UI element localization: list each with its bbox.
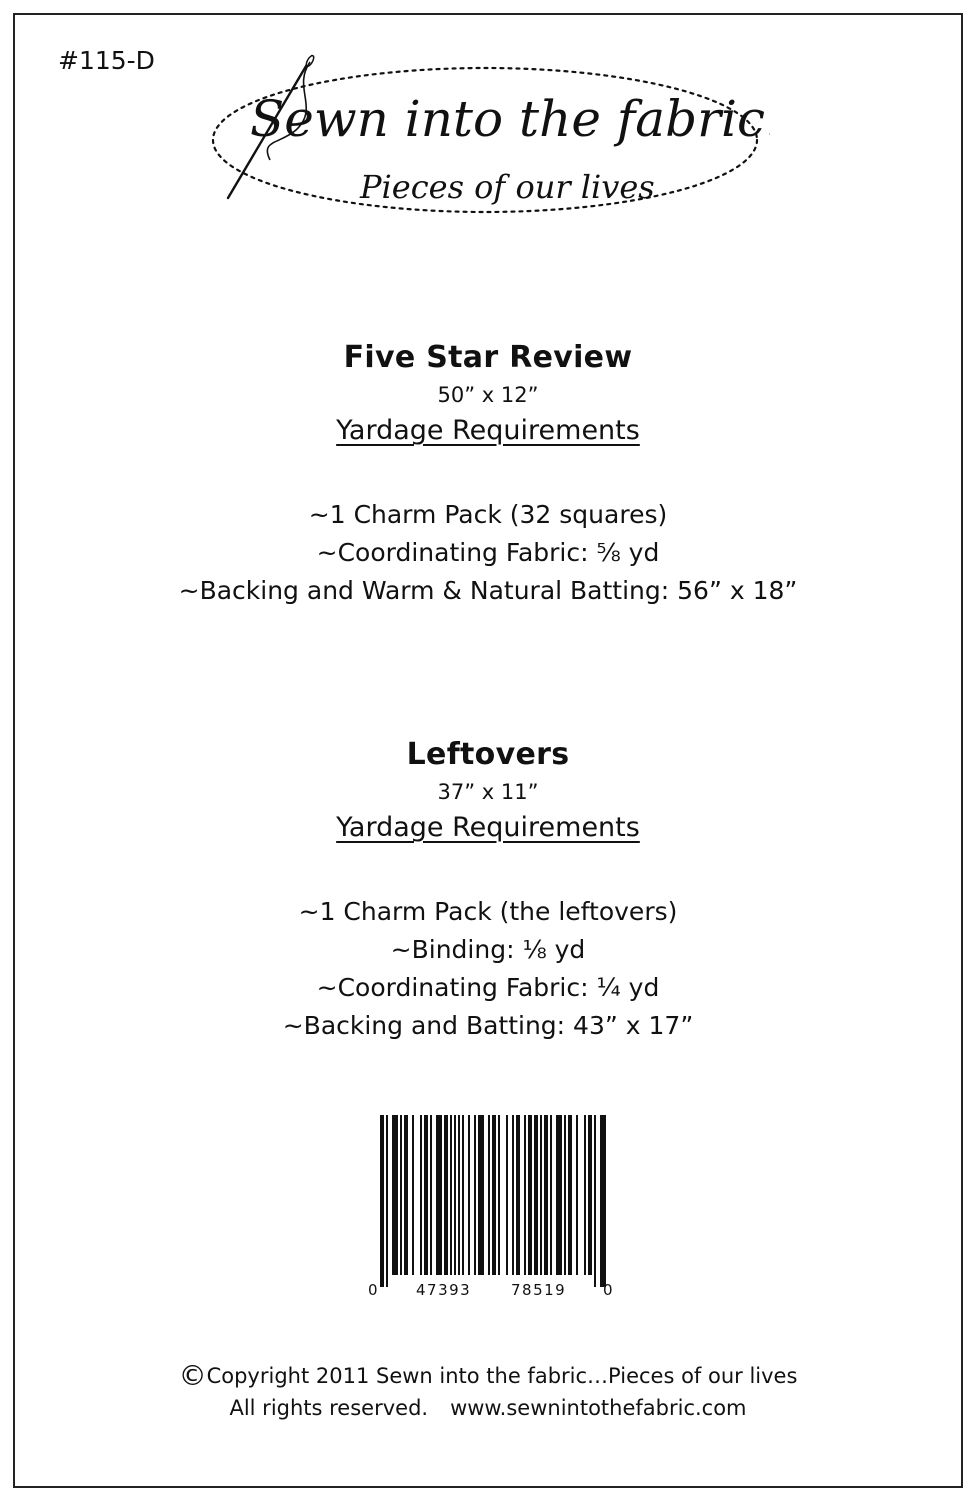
barcode-bar (524, 1115, 526, 1275)
copyright-line (0, 1360, 976, 1392)
barcode-bar (400, 1115, 402, 1275)
barcode-bar (488, 1115, 490, 1275)
pattern-leftovers (0, 737, 976, 1045)
brand-logo (200, 48, 770, 228)
pattern-size: 50” x 12” (437, 383, 539, 407)
requirement-item: ~1 Charm Pack (the leftovers) (298, 897, 678, 926)
barcode-bar (478, 1115, 484, 1275)
barcode-bar (568, 1115, 572, 1275)
barcode-bar (492, 1115, 496, 1275)
barcode-bar (540, 1115, 542, 1275)
barcode-bar (462, 1115, 464, 1275)
barcode-bar (458, 1115, 460, 1275)
barcode-digits-right: 78519 (511, 1281, 567, 1299)
barcode-bar (436, 1115, 442, 1275)
barcode-bar (498, 1115, 500, 1275)
website-link[interactable]: www.sewnintothefabric.com (450, 1396, 747, 1420)
pattern-five-star-review (0, 340, 976, 610)
barcode-bar (380, 1115, 384, 1287)
copyright-symbol: © (178, 1359, 207, 1392)
logo-title: Sewn into the fabric... (250, 90, 770, 148)
barcode-bar (544, 1115, 548, 1275)
requirement-item: ~Coordinating Fabric: ¼ yd (316, 973, 660, 1002)
barcode-bar (468, 1115, 470, 1275)
barcode-bar (454, 1115, 456, 1275)
yardage-heading: Yardage Requirements (336, 812, 640, 843)
rights-text: All rights reserved. (229, 1396, 429, 1420)
barcode-bar (550, 1115, 552, 1275)
barcode-digits-left: 47393 (416, 1281, 472, 1299)
barcode-bar (420, 1115, 422, 1275)
barcode-bar (534, 1115, 538, 1275)
barcode-bar (512, 1115, 514, 1275)
barcode-bar (392, 1115, 398, 1275)
barcode-bars (380, 1115, 606, 1287)
yardage-heading: Yardage Requirements (336, 415, 640, 446)
requirement-item: ~Backing and Batting: 43” x 17” (282, 1011, 694, 1040)
barcode-bar (564, 1115, 566, 1275)
barcode-digit-lead: 0 (368, 1281, 378, 1299)
pattern-number: #115-D (58, 46, 155, 75)
barcode-bar (450, 1115, 452, 1275)
barcode-bar (404, 1115, 408, 1275)
barcode-bar (386, 1115, 388, 1287)
requirements-list (0, 496, 976, 610)
requirement-item: ~1 Charm Pack (32 squares) (308, 500, 668, 529)
barcode-bar (576, 1115, 578, 1275)
copyright-footer (0, 1360, 976, 1424)
barcode-bar (424, 1115, 428, 1275)
barcode-bar (600, 1115, 606, 1287)
requirement-item: ~Binding: ⅛ yd (390, 935, 586, 964)
barcode-digit-check: 0 (603, 1281, 613, 1299)
barcode-bar (588, 1115, 592, 1275)
logo-tagline: Pieces of our lives (360, 168, 655, 206)
upc-barcode (366, 1115, 616, 1305)
barcode-bar (556, 1115, 562, 1275)
barcode-bar (584, 1115, 586, 1275)
pattern-title: Five Star Review (343, 340, 633, 375)
barcode-bar (430, 1115, 432, 1275)
barcode-bar (444, 1115, 448, 1275)
requirements-list (0, 893, 976, 1045)
barcode-bar (528, 1115, 532, 1275)
pattern-title: Leftovers (406, 737, 570, 772)
barcode-bar (506, 1115, 508, 1275)
barcode-bar (474, 1115, 476, 1275)
barcode-bar (412, 1115, 414, 1275)
barcode-bar (516, 1115, 520, 1275)
requirement-item: ~Coordinating Fabric: ⅝ yd (316, 538, 660, 567)
rights-line (0, 1392, 976, 1424)
barcode-bar (594, 1115, 596, 1287)
requirement-item: ~Backing and Warm & Natural Batting: 56” x 18” (178, 576, 798, 605)
copyright-text: Copyright 2011 Sewn into the fabric…Pieces of our lives (206, 1364, 798, 1388)
pattern-size: 37” x 11” (437, 780, 539, 804)
